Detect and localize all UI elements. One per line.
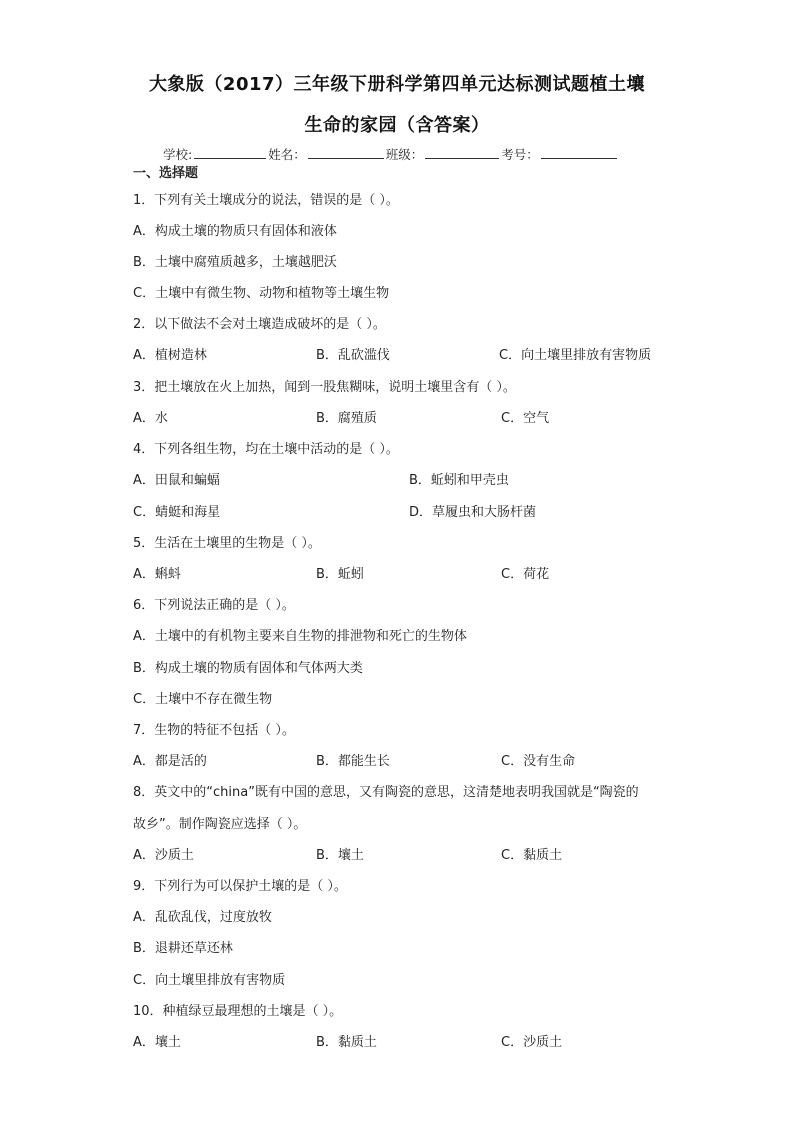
school-label: 学校: bbox=[163, 147, 193, 162]
question-stem: 3．把土壤放在火上加热，闻到一股焦糊味，说明土壤里含有（ ）。 bbox=[133, 380, 516, 395]
question-stem: 2．以下做法不会对土壤造成破坏的是（ ）。 bbox=[133, 317, 386, 332]
page-title-line1: 大象版（2017）三年级下册科学第四单元达标测试题植土壤 bbox=[148, 74, 646, 95]
question-option: A．植树造林 bbox=[133, 348, 207, 363]
question-stem: 8．英文中的“china”既有中国的意思，又有陶瓷的意思，这清楚地表明我国就是“陶瓷的 bbox=[133, 785, 639, 800]
question-option: B．土壤中腐殖质越多，土壤越肥沃 bbox=[133, 255, 337, 270]
question-option: C．土壤中不存在微生物 bbox=[133, 692, 273, 707]
question-stem: 5．生活在土壤里的生物是（ ）。 bbox=[133, 536, 321, 551]
question-option: C．向土壤里排放有害物质 bbox=[499, 348, 652, 363]
question-option: A．蝌蚪 bbox=[133, 567, 181, 582]
question-option: C．荷花 bbox=[501, 567, 550, 582]
question-option: A．乱砍乱伐，过度放牧 bbox=[133, 910, 272, 925]
question-stem: 6．下列说法正确的是（ ）。 bbox=[133, 598, 295, 613]
question-option: C．土壤中有微生物、动物和植物等土壤生物 bbox=[133, 286, 390, 301]
number-label: 考号： bbox=[501, 147, 539, 162]
class-blank[interactable] bbox=[425, 146, 499, 159]
question-option: A．土壤中的有机物主要来自生物的排泄物和死亡的生物体 bbox=[133, 629, 467, 644]
question-option: B．蚯蚓和甲壳虫 bbox=[409, 473, 509, 488]
question-option: A．构成土壤的物质只有固体和液体 bbox=[133, 224, 337, 239]
question-option: C．蜻蜓和海星 bbox=[133, 505, 221, 520]
question-option: B．腐殖质 bbox=[316, 411, 377, 426]
question-option: B．黏质土 bbox=[316, 1035, 377, 1050]
question-stem: 1．下列有关土壤成分的说法，错误的是（ ）。 bbox=[133, 193, 399, 208]
page-title-line2: 生命的家园（含答案） bbox=[304, 115, 490, 136]
question-stem: 4．下列各组生物，均在土壤中活动的是（ ）。 bbox=[133, 442, 399, 457]
name-blank[interactable] bbox=[308, 146, 384, 159]
question-option: A．壤土 bbox=[133, 1035, 181, 1050]
number-blank[interactable] bbox=[541, 146, 617, 159]
name-label: 姓名： bbox=[268, 147, 306, 162]
question-option: B．构成土壤的物质有固体和气体两大类 bbox=[133, 661, 363, 676]
question-option: A．田鼠和蝙蝠 bbox=[133, 473, 220, 488]
question-option: B．蚯蚓 bbox=[316, 567, 364, 582]
question-option: C．黏质土 bbox=[501, 848, 563, 863]
question-option: D．草履虫和大肠杆菌 bbox=[409, 505, 537, 520]
question-stem-continued: 故乡”。制作陶瓷应选择（ ）。 bbox=[133, 817, 307, 832]
question-option: C．向土壤里排放有害物质 bbox=[133, 973, 286, 988]
question-option: C．没有生命 bbox=[501, 754, 576, 769]
question-stem: 7．生物的特征不包括（ ）。 bbox=[133, 723, 295, 738]
question-option: B．都能生长 bbox=[316, 754, 390, 769]
question-option: A．水 bbox=[133, 411, 168, 426]
question-option: A．都是活的 bbox=[133, 754, 207, 769]
section-heading: 一、选择题 bbox=[133, 166, 199, 181]
question-option: B．退耕还草还林 bbox=[133, 941, 233, 956]
question-option: C．空气 bbox=[501, 411, 550, 426]
question-option: B．乱砍滥伐 bbox=[316, 348, 390, 363]
student-info-row bbox=[163, 145, 619, 163]
class-label: 班级： bbox=[385, 147, 424, 162]
question-option: A．沙质土 bbox=[133, 848, 194, 863]
question-stem: 10．种植绿豆最理想的土壤是（ ）。 bbox=[133, 1004, 343, 1019]
question-option: C．沙质土 bbox=[501, 1035, 563, 1050]
question-stem: 9．下列行为可以保护土壤的是（ ）。 bbox=[133, 879, 347, 894]
question-option: B．壤土 bbox=[316, 848, 364, 863]
school-blank[interactable] bbox=[194, 146, 266, 159]
